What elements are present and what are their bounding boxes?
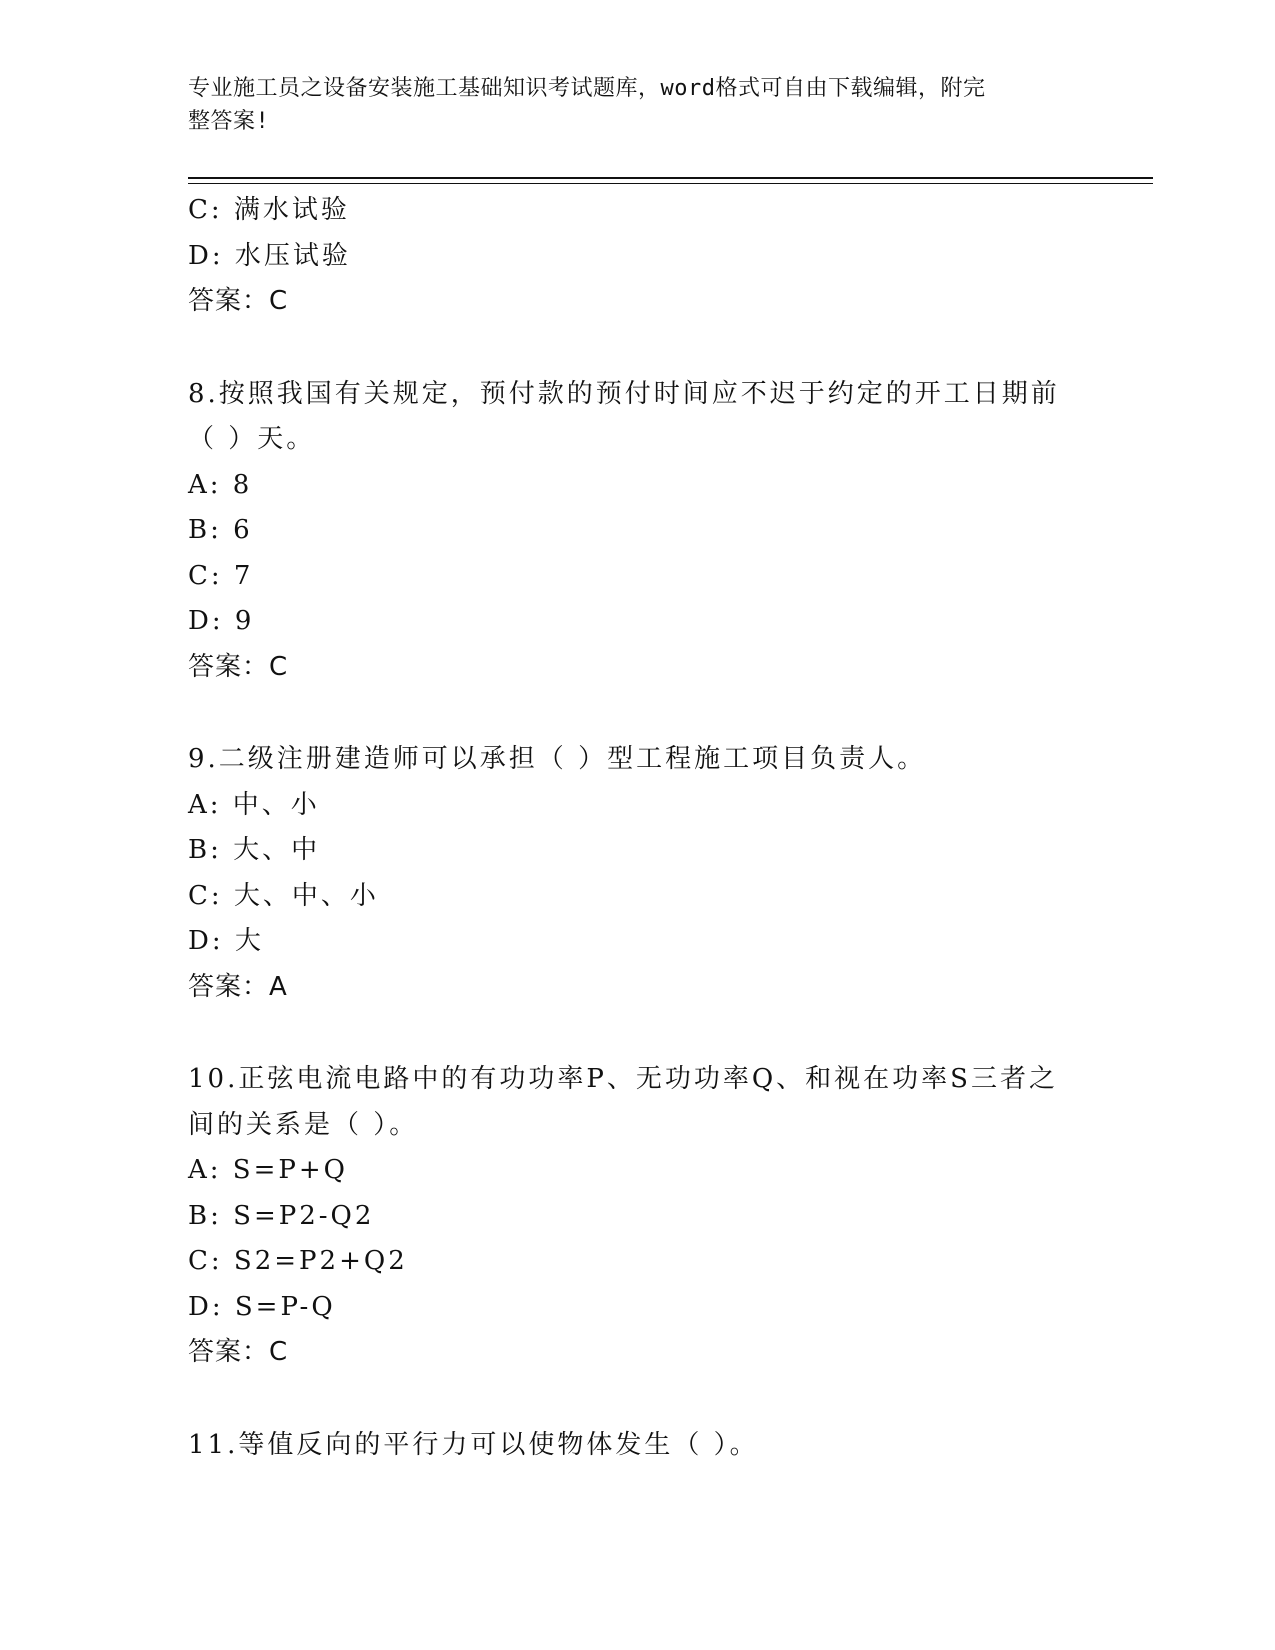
question-7 <box>188 188 1068 325</box>
option-c: C: S2=P2+Q2 <box>188 1246 408 1276</box>
question-10 <box>188 1057 1068 1376</box>
answer: 答案：C <box>188 286 289 316</box>
question-9 <box>188 737 1068 1010</box>
option-b: B: 6 <box>188 515 253 545</box>
header-divider-thick <box>188 177 1153 179</box>
header-line-1: 专业施工员之设备安装施工基础知识考试题库，word格式可自由下载编辑，附完 <box>188 76 986 101</box>
option-d: D: S=P-Q <box>188 1291 336 1322</box>
option-c: C: 大、中、小 <box>188 880 379 911</box>
header-line-2: 整答案! <box>188 109 270 134</box>
option-b: B: S=P2-Q2 <box>188 1200 375 1231</box>
document-header <box>188 72 1068 138</box>
option-d: D: 大 <box>188 926 264 956</box>
option-d: D: 水压试验 <box>188 240 351 271</box>
spacer <box>188 325 1068 372</box>
answer: 答案：C <box>188 1337 289 1367</box>
answer: 答案：C <box>188 651 289 682</box>
header-divider-thin <box>188 183 1153 184</box>
option-c: C: 7 <box>188 560 254 591</box>
question-11 <box>188 1423 1068 1469</box>
option-c: C: 满水试验 <box>188 195 350 225</box>
question-8 <box>188 372 1068 691</box>
question-stem: 10.正弦电流电路中的有功功率P、无功功率Q、和视在功率S三者之 <box>188 1064 1058 1094</box>
question-list <box>188 188 1068 1468</box>
question-stem: 9.二级注册建造师可以承担（ ）型工程施工项目负责人。 <box>188 744 927 774</box>
option-d: D: 9 <box>188 606 255 636</box>
option-a: A: S=P+Q <box>188 1155 348 1185</box>
option-a: A: 中、小 <box>188 789 320 820</box>
option-a: A: 8 <box>188 469 253 500</box>
spacer <box>188 1376 1068 1423</box>
question-stem-continued: 间的关系是（ ）。 <box>188 1109 419 1140</box>
question-stem-continued: （ ）天。 <box>188 424 316 454</box>
question-stem: 11.等值反向的平行力可以使物体发生（ ）。 <box>188 1429 759 1460</box>
question-stem: 8.按照我国有关规定，预付款的预付时间应不迟于约定的开工日期前 <box>188 378 1060 409</box>
spacer <box>188 1010 1068 1057</box>
answer: 答案：A <box>188 971 288 1002</box>
option-b: B: 大、中 <box>188 835 321 865</box>
spacer <box>188 690 1068 737</box>
